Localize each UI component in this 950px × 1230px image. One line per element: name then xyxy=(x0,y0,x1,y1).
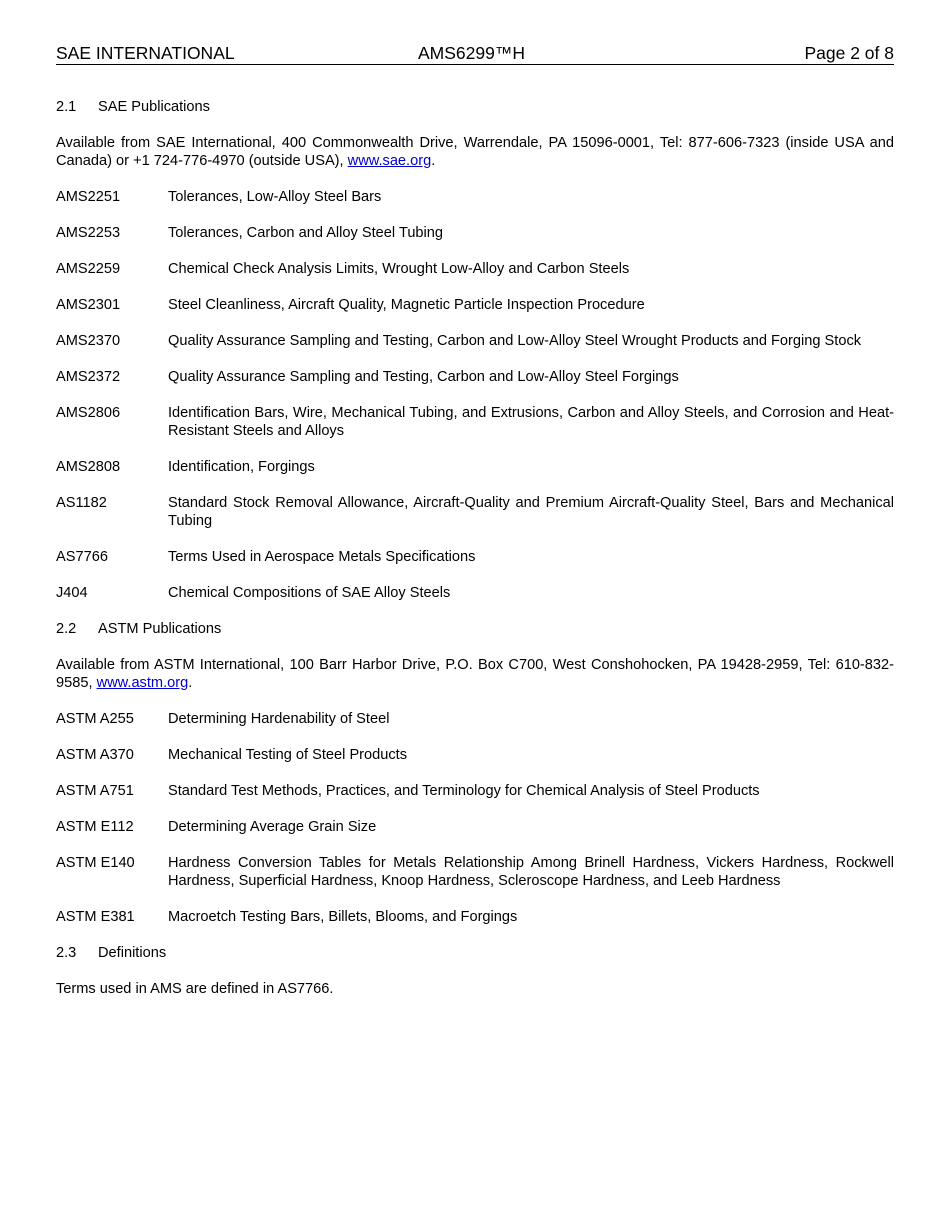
reference-code: AMS2372 xyxy=(56,369,121,385)
page-header xyxy=(56,43,894,65)
section-heading-definitions xyxy=(56,944,894,962)
reference-code: AMS2253 xyxy=(56,225,121,241)
reference-title: Terms Used in Aerospace Metals Specifications xyxy=(168,549,476,565)
reference-item xyxy=(56,854,894,890)
reference-code: AS7766 xyxy=(56,549,108,565)
reference-title: Mechanical Testing of Steel Products xyxy=(168,747,408,763)
reference-item xyxy=(56,584,894,602)
section-heading-sae xyxy=(56,98,894,116)
reference-code: ASTM E112 xyxy=(56,819,134,835)
reference-item xyxy=(56,494,894,530)
reference-item xyxy=(56,782,894,800)
availability-text: Available from ASTM International, 100 Barr Harbor Drive, P.O. Box C700, West Conshohocken, PA 19428-2959, Tel: 610-832-9585, xyxy=(56,657,894,691)
definitions-text: Terms used in AMS are defined in AS7766. xyxy=(56,981,334,997)
reference-title: Steel Cleanliness, Aircraft Quality, Magnetic Particle Inspection Procedure xyxy=(168,297,645,313)
reference-title: Standard Test Methods, Practices, and Terminology for Chemical Analysis of Steel Products xyxy=(168,783,760,799)
section-number: 2.1 xyxy=(56,99,77,115)
section-title: Definitions xyxy=(98,945,167,961)
section-number: 2.3 xyxy=(56,945,77,961)
reference-title: Macroetch Testing Bars, Billets, Blooms, and Forgings xyxy=(168,909,518,925)
astm-reference-list xyxy=(56,710,894,926)
reference-title: Standard Stock Removal Allowance, Aircraft-Quality and Premium Aircraft-Quality Steel, Bars and Mechanical Tubing xyxy=(168,495,894,529)
reference-code: ASTM A255 xyxy=(56,711,134,727)
section-number: 2.2 xyxy=(56,621,77,637)
astm-website-link[interactable]: www.astm.org xyxy=(96,675,189,691)
reference-title: Identification Bars, Wire, Mechanical Tubing, and Extrusions, Carbon and Alloy Steels, and Corrosion and Heat-Resistant Steels and Alloys xyxy=(168,405,894,439)
reference-item xyxy=(56,224,894,242)
reference-code: ASTM E140 xyxy=(56,855,135,871)
header-page-number: Page 2 of 8 xyxy=(804,43,894,63)
reference-code: ASTM E381 xyxy=(56,909,135,925)
reference-title: Quality Assurance Sampling and Testing, Carbon and Low-Alloy Steel Forgings xyxy=(168,369,679,385)
reference-item xyxy=(56,710,894,728)
reference-code: AMS2259 xyxy=(56,261,121,277)
reference-title: Quality Assurance Sampling and Testing, Carbon and Low-Alloy Steel Wrought Products and Forging Stock xyxy=(168,333,862,349)
reference-code: AMS2808 xyxy=(56,459,121,475)
reference-code: AS1182 xyxy=(56,495,107,511)
reference-code: ASTM A751 xyxy=(56,783,134,799)
section-heading-astm xyxy=(56,620,894,638)
reference-code: J404 xyxy=(56,585,88,601)
reference-item xyxy=(56,332,894,350)
reference-item xyxy=(56,908,894,926)
section-title: SAE Publications xyxy=(98,99,210,115)
reference-title: Determining Average Grain Size xyxy=(168,819,377,835)
reference-title: Identification, Forgings xyxy=(168,459,315,475)
document-page xyxy=(56,43,894,998)
sae-availability-paragraph: Available from SAE International, 400 Commonwealth Drive, Warrendale, PA 15096-0001, Tel: 877-606-7323 (inside USA and Canada) or +1 724-776-4970 (outside USA), www.sae.org. xyxy=(56,135,894,169)
reference-item xyxy=(56,188,894,206)
reference-item xyxy=(56,746,894,764)
reference-code: AMS2251 xyxy=(56,189,121,205)
header-doc-id: AMS6299™H xyxy=(418,43,525,63)
reference-title: Hardness Conversion Tables for Metals Relationship Among Brinell Hardness, Vickers Hardness, Rockwell Hardness, Superficial Hardness, Knoop Hardness, Scleroscope Hardness, and Leeb Hardness xyxy=(168,855,894,889)
reference-title: Tolerances, Low-Alloy Steel Bars xyxy=(168,189,382,205)
header-org: SAE INTERNATIONAL xyxy=(56,43,235,63)
reference-title: Chemical Check Analysis Limits, Wrought Low-Alloy and Carbon Steels xyxy=(168,261,630,277)
reference-item xyxy=(56,296,894,314)
reference-item xyxy=(56,404,894,440)
availability-text: Available from SAE International, 400 Commonwealth Drive, Warrendale, PA 15096-0001, Tel: 877-606-7323 (inside USA and Canada) or +1 724-776-4970 (outside USA), xyxy=(56,135,894,169)
reference-title: Chemical Compositions of SAE Alloy Steels xyxy=(168,585,451,601)
reference-item xyxy=(56,458,894,476)
reference-item xyxy=(56,548,894,566)
reference-item xyxy=(56,368,894,386)
reference-item xyxy=(56,260,894,278)
reference-code: ASTM A370 xyxy=(56,747,134,763)
astm-availability-paragraph: Available from ASTM International, 100 Barr Harbor Drive, P.O. Box C700, West Conshohocken, PA 19428-2959, Tel: 610-832-9585, www.astm.org. xyxy=(56,657,894,691)
reference-code: AMS2301 xyxy=(56,297,121,313)
reference-title: Determining Hardenability of Steel xyxy=(168,711,390,727)
reference-item xyxy=(56,818,894,836)
sae-website-link[interactable]: www.sae.org xyxy=(347,153,432,169)
reference-code: AMS2370 xyxy=(56,333,121,349)
reference-title: Tolerances, Carbon and Alloy Steel Tubing xyxy=(168,225,444,241)
section-title: ASTM Publications xyxy=(98,621,222,637)
reference-code: AMS2806 xyxy=(56,405,121,421)
sae-reference-list xyxy=(56,188,894,602)
